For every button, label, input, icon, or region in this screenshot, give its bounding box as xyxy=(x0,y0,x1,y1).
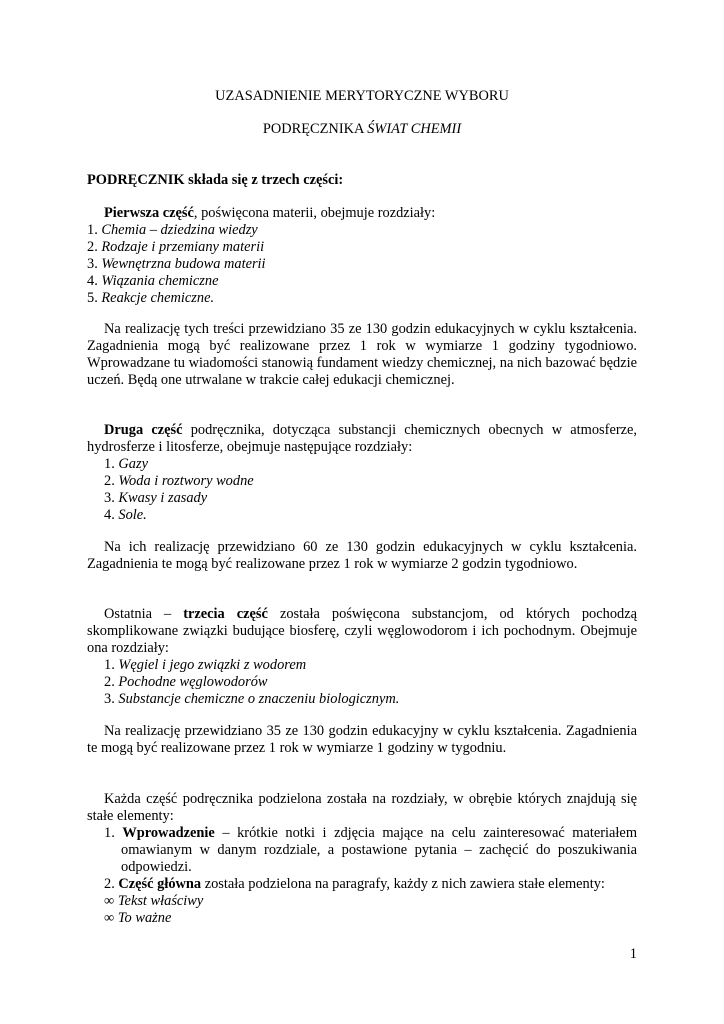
part3-lead xyxy=(87,606,637,657)
list-item-text: Woda i roztwory wodne xyxy=(118,473,254,489)
list-item-num: 2. xyxy=(104,473,119,489)
part1-lead-rest: , poświęcona materii, obejmuje rozdziały: xyxy=(193,205,436,221)
elements-item-num: 1. xyxy=(104,825,123,841)
list-item xyxy=(104,507,637,524)
part1-lead-bold: Pierwsza część xyxy=(104,205,194,221)
elements-lead: Każda część podręcznika podzielona została na rozdziały, w obrębie których znajdują się stałe elementy: xyxy=(87,791,637,824)
elements-item-bold: Wprowadzenie xyxy=(122,825,215,841)
part3-lead-pre: Ostatnia – xyxy=(104,606,184,622)
list-item-text: Reakcje chemiczne. xyxy=(101,290,215,306)
bullet-item xyxy=(87,893,637,910)
part1-section xyxy=(87,205,637,307)
intro-heading xyxy=(87,172,637,189)
title-prefix: PODRĘCZNIKA xyxy=(262,121,368,137)
list-item-text: Węgiel i jego związki z wodorem xyxy=(118,657,307,673)
list-item-text: Sole. xyxy=(118,507,147,523)
list-item xyxy=(87,273,637,290)
list-item-num: 3. xyxy=(87,256,102,272)
elements-item-rest: została podzielona na paragrafy, każdy z nich zawiera stałe elementy: xyxy=(201,876,605,892)
intro-rest: składa się z trzech części: xyxy=(184,172,344,188)
title-book-name: ŚWIAT CHEMII xyxy=(367,121,462,137)
elements-item-intro xyxy=(87,825,637,876)
list-item-num: 1. xyxy=(104,456,119,472)
list-item-num: 3. xyxy=(104,490,119,506)
list-item-num: 2. xyxy=(104,674,119,690)
list-item xyxy=(104,456,637,473)
list-item-num: 1. xyxy=(104,657,119,673)
list-item-num: 3. xyxy=(104,691,119,707)
elements-item-num: 2. xyxy=(104,876,119,892)
list-item-num: 5. xyxy=(87,290,102,306)
list-item xyxy=(87,239,637,256)
list-item-text: Wiązania chemiczne xyxy=(101,273,219,289)
list-item xyxy=(104,657,637,674)
doc-title-line2 xyxy=(0,121,724,138)
intro-bold: PODRĘCZNIK xyxy=(87,172,185,188)
list-item-text: Gazy xyxy=(118,456,148,472)
elements-list xyxy=(87,825,637,927)
list-item xyxy=(87,222,637,239)
elements-item-rest: – krótkie notki i zdjęcia mające na celu zainteresować materiałem omawianym w danym rozdziale, a postawione pytania – zachęcić do poszukiwania odpowiedzi. xyxy=(121,825,638,875)
list-item-text: Pochodne węglowodorów xyxy=(118,674,268,690)
list-item-text: Substancje chemiczne o znaczeniu biologicznym. xyxy=(118,691,400,707)
list-item xyxy=(104,490,637,507)
part3-lead-rest: została poświęcona substancjom, od których pochodzą skomplikowane związki budujące biosferę, czyli węglowodorom i ich pochodnym. Obejmuje ona rozdziały: xyxy=(87,606,637,656)
list-item-num: 4. xyxy=(104,507,119,523)
list-item-text: Rodzaje i przemiany materii xyxy=(101,239,265,255)
list-item xyxy=(104,691,637,708)
list-item xyxy=(87,290,637,307)
list-item xyxy=(104,674,637,691)
part1-paragraph: Na realizację tych treści przewidziano 35 ze 130 godzin edukacyjnych w cyklu kształcenia. Zagadnienia mogą być realizowane przez 1 rok w wymiarze 1 godziny tygodniowo. Wprowadzane tu wiadomości stanowią fundament wiedzy chemicznej, na nich bazować będzie uczeń. Będą one utrwalane w trakcie całej edukacji chemicznej. xyxy=(87,321,637,388)
list-item-num: 1. xyxy=(87,222,102,238)
part3-chapter-list xyxy=(87,657,637,708)
part1-lead xyxy=(87,205,637,222)
elements-item-bold: Część główna xyxy=(118,876,202,892)
list-item-text: Kwasy i zasady xyxy=(118,490,208,506)
part2-lead xyxy=(87,422,637,456)
page-number: 1 xyxy=(629,946,637,962)
part2-lead-rest: podręcznika, dotycząca substancji chemicznych obecnych w atmosferze, hydrosferze i litosferze, obejmuje następujące rozdziały: xyxy=(87,422,637,455)
elements-item-main xyxy=(87,876,637,893)
bullet-text: Tekst właściwy xyxy=(117,893,204,909)
list-item-text: Chemia – dziedzina wiedzy xyxy=(101,222,258,238)
list-item xyxy=(87,256,637,273)
list-item-text: Wewnętrzna budowa materii xyxy=(101,256,266,272)
list-item xyxy=(104,473,637,490)
bullet-text: To ważne xyxy=(117,910,172,926)
bullet-item xyxy=(87,910,637,927)
part2-paragraph: Na ich realizację przewidziano 60 ze 130 godzin edukacyjnych w cyklu kształcenia. Zagadnienia te mogą być realizowane przez 1 rok w wymiarze 2 godzin tygodniowo. xyxy=(87,539,637,572)
list-item-num: 4. xyxy=(87,273,102,289)
part2-lead-bold: Druga część xyxy=(104,422,183,438)
part3-lead-bold: trzecia część xyxy=(183,606,268,622)
part2-chapter-list xyxy=(87,456,637,524)
list-item-num: 2. xyxy=(87,239,102,255)
infinity-bullet-icon: ∞ xyxy=(104,910,115,926)
part3-paragraph: Na realizację przewidziano 35 ze 130 godzin edukacyjny w cyklu kształcenia. Zagadnienia te mogą być realizowane przez 1 rok w wymiarze 1 godziny w tygodniu. xyxy=(87,723,637,756)
doc-title-line1: UZASADNIENIE MERYTORYCZNE WYBORU xyxy=(215,88,509,104)
infinity-bullet-icon: ∞ xyxy=(104,893,115,909)
part1-chapter-list xyxy=(87,222,637,307)
